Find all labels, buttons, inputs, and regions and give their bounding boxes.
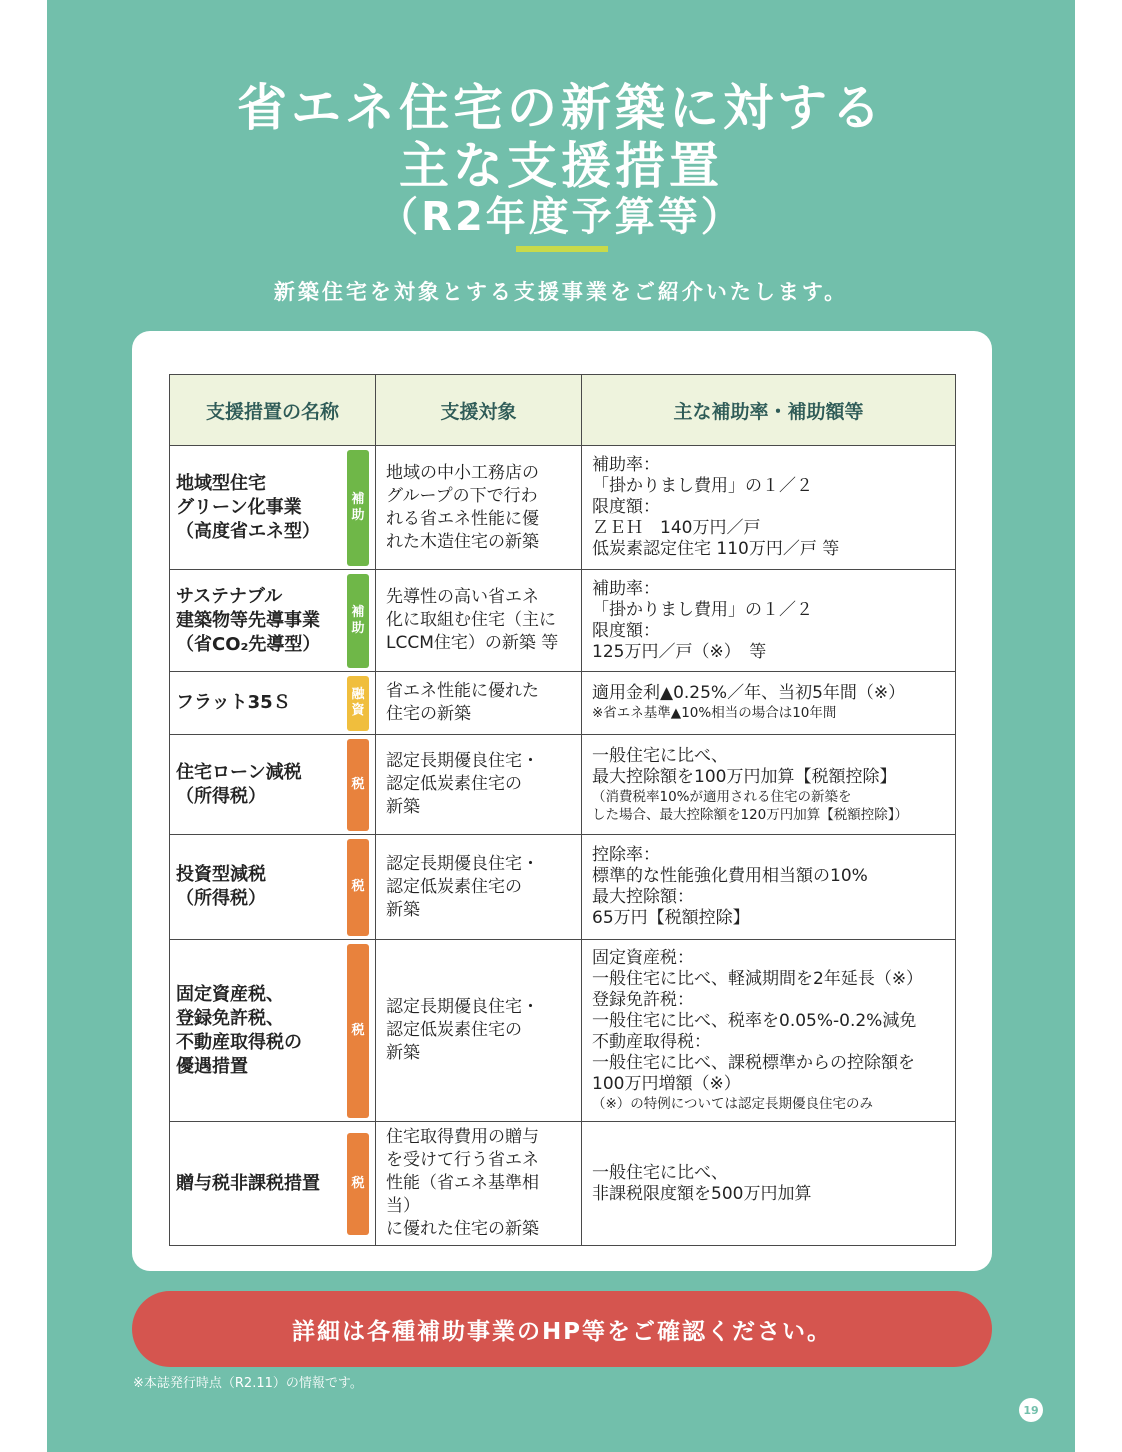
cell-measure-name bbox=[170, 1122, 376, 1246]
support-type-badge: 税 bbox=[347, 739, 369, 831]
cell-target: 住宅取得費用の贈与 を受けて行う省エネ 性能（省エネ基準相当） に優れた住宅の新築 bbox=[376, 1122, 582, 1246]
cell-measure-name bbox=[170, 940, 376, 1122]
measure-name: フラット35Ｓ bbox=[176, 692, 291, 713]
cell-target: 認定長期優良住宅・ 認定低炭素住宅の 新築 bbox=[376, 735, 582, 835]
table-header-row bbox=[170, 375, 956, 446]
table-row bbox=[170, 835, 956, 940]
support-type-badge: 税 bbox=[347, 944, 369, 1118]
table-row bbox=[170, 1122, 956, 1246]
support-table-card bbox=[132, 331, 992, 1271]
measure-name-wrap bbox=[176, 839, 369, 936]
cell-rate bbox=[582, 570, 956, 672]
header-measure-name: 支援措置の名称 bbox=[170, 375, 376, 446]
table-row bbox=[170, 570, 956, 672]
measure-name-wrap bbox=[176, 574, 369, 668]
rate-note: （※）の特例については認定長期優良住宅のみ bbox=[592, 1096, 874, 1112]
table-row bbox=[170, 672, 956, 735]
cell-measure-name bbox=[170, 835, 376, 940]
page-title-line1: 省エネ住宅の新築に対する bbox=[237, 79, 885, 137]
cell-target: 認定長期優良住宅・ 認定低炭素住宅の 新築 bbox=[376, 835, 582, 940]
cell-target: 地域の中小工務店の グループの下で行わ れる省エネ性能に優 れた木造住宅の新築 bbox=[376, 446, 582, 570]
measure-name-wrap bbox=[176, 676, 369, 731]
rate-text: 適用金利▲0.25%／年、当初5年間（※） bbox=[592, 683, 906, 703]
intro-text: 新築住宅を対象とする支援事業をご紹介いたします。 bbox=[273, 280, 849, 304]
rate-text: 控除率： 標準的な性能強化費用相当額の10% 最大控除額： 65万円【税額控除】 bbox=[592, 845, 868, 928]
measure-name: サステナブル 建築物等先導事業 （省CO₂先導型） bbox=[176, 585, 321, 655]
cell-rate bbox=[582, 672, 956, 735]
measure-name: 贈与税非課税措置 bbox=[176, 1172, 320, 1194]
footnote: ※本誌発行時点（R2.11）の情報です。 bbox=[133, 1376, 363, 1391]
measure-name: 住宅ローン減税 （所得税） bbox=[176, 761, 302, 807]
table-row bbox=[170, 446, 956, 570]
rate-text: 一般住宅に比べ、 非課税限度額を500万円加算 bbox=[592, 1162, 812, 1204]
measure-name: 地域型住宅 グリーン化事業 （高度省エネ型） bbox=[176, 472, 320, 542]
rate-text: 補助率： 「掛かりまし費用」の１／２ 限度額： ＺＥＨ 140万円／戸 低炭素認定住宅 110万円／戸 等 bbox=[592, 455, 840, 559]
rate-note: （消費税率10%が適用される住宅の新築を した場合、最大控除額を120万円加算【税額控除】） bbox=[592, 788, 909, 823]
support-type-badge: 補 助 bbox=[347, 574, 369, 668]
page-title-line3: （R2年度予算等） bbox=[378, 194, 744, 240]
support-measures-table bbox=[169, 374, 956, 1246]
page-number: 19 bbox=[1019, 1398, 1043, 1422]
rate-note: ※省エネ基準▲10%相当の場合は10年間 bbox=[592, 705, 837, 721]
table-row bbox=[170, 940, 956, 1122]
table-row bbox=[170, 735, 956, 835]
measure-name: 固定資産税、 登録免許税、 不動産取得税の 優遇措置 bbox=[176, 983, 302, 1077]
support-type-badge: 補 助 bbox=[347, 450, 369, 566]
measure-name-wrap bbox=[176, 450, 369, 566]
cell-rate bbox=[582, 446, 956, 570]
cell-target: 先導性の高い省エネ 化に取組む住宅（主に LCCM住宅）の新築 等 bbox=[376, 570, 582, 672]
measure-name-wrap bbox=[176, 944, 369, 1118]
measure-name-wrap bbox=[176, 1133, 369, 1235]
rate-text: 補助率： 「掛かりまし費用」の１／２ 限度額： 125万円／戸（※） 等 bbox=[592, 578, 813, 662]
header-target: 支援対象 bbox=[376, 375, 582, 446]
measure-name-wrap bbox=[176, 739, 369, 831]
rate-text: 固定資産税： 一般住宅に比べ、軽減期間を2年延長（※） 登録免許税： 一般住宅に比べ、税率を0.05%-0.2%減免 不動産取得税： 一般住宅に比べ、課税標準からの控除額を 100万円増額（※） bbox=[592, 948, 924, 1094]
rate-text: 一般住宅に比べ、 最大控除額を100万円加算【税額控除】 bbox=[592, 745, 897, 787]
cell-rate bbox=[582, 1122, 956, 1246]
cell-measure-name bbox=[170, 446, 376, 570]
cell-rate bbox=[582, 835, 956, 940]
cell-target: 認定長期優良住宅・ 認定低炭素住宅の 新築 bbox=[376, 940, 582, 1122]
cell-measure-name bbox=[170, 735, 376, 835]
cell-measure-name bbox=[170, 570, 376, 672]
cell-target: 省エネ性能に優れた 住宅の新築 bbox=[376, 672, 582, 735]
page-title-line2: 主な支援措置 bbox=[399, 137, 723, 195]
cell-rate bbox=[582, 940, 956, 1122]
title-underline bbox=[516, 246, 608, 252]
header-rate: 主な補助率・補助額等 bbox=[582, 375, 956, 446]
support-type-badge: 融 資 bbox=[347, 676, 369, 731]
details-banner: 詳細は各種補助事業のHP等をご確認ください。 bbox=[132, 1291, 992, 1367]
support-type-badge: 税 bbox=[347, 839, 369, 936]
cell-measure-name bbox=[170, 672, 376, 735]
support-type-badge: 税 bbox=[347, 1133, 369, 1235]
cell-rate bbox=[582, 735, 956, 835]
page-background bbox=[47, 0, 1075, 1452]
measure-name: 投資型減税 （所得税） bbox=[176, 864, 266, 909]
